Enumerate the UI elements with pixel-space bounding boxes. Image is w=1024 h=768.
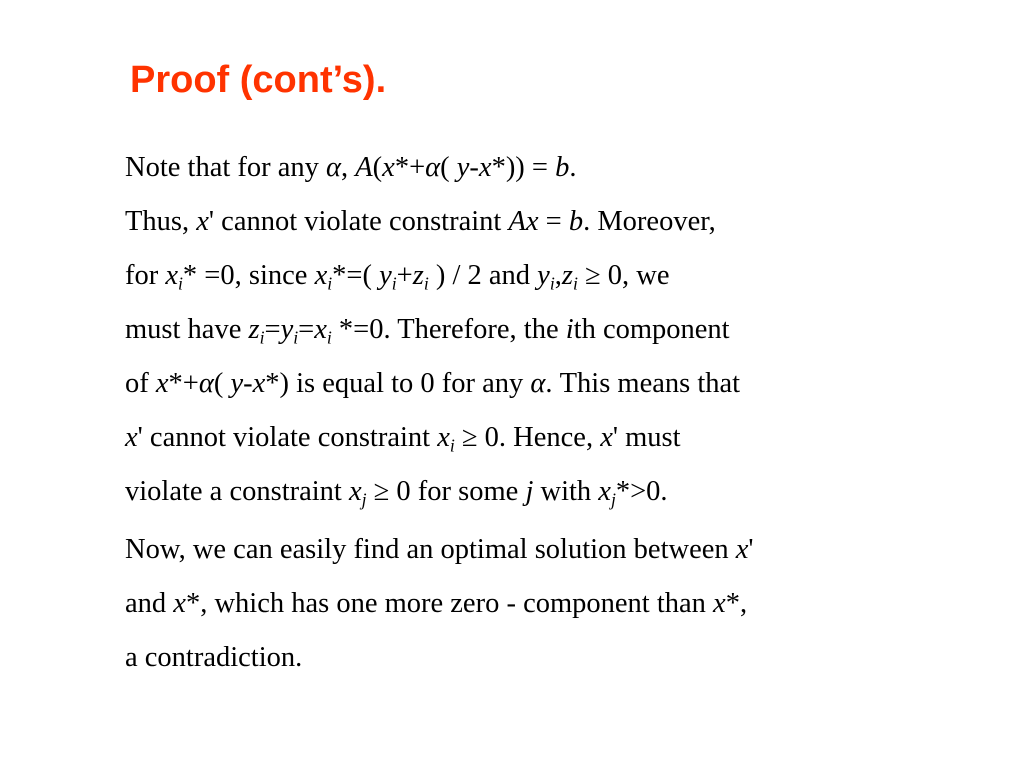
math-symbol: Ax bbox=[508, 206, 539, 237]
text-segment: *=( bbox=[332, 260, 380, 291]
text-segment: - bbox=[469, 152, 479, 183]
math-symbol: j bbox=[525, 476, 534, 507]
math-symbol: x bbox=[600, 422, 613, 453]
math-subscript: i bbox=[549, 273, 555, 294]
math-subscript: j bbox=[610, 489, 616, 510]
math-subscript: i bbox=[293, 327, 299, 348]
math-symbol: b bbox=[568, 206, 584, 237]
proof-line bbox=[125, 370, 740, 399]
slide-title: Proof (cont’s). bbox=[130, 59, 387, 101]
math-symbol: x bbox=[173, 588, 186, 619]
math-subscript: i bbox=[572, 273, 578, 294]
text-segment: with bbox=[533, 476, 599, 507]
text-segment: ' bbox=[748, 534, 754, 565]
text-segment: *+ bbox=[394, 152, 426, 183]
math-symbol: y bbox=[280, 314, 294, 345]
text-segment: , bbox=[554, 260, 562, 291]
text-segment: *, which has one more zero - component than bbox=[185, 588, 714, 619]
text-segment: Note that for any bbox=[125, 152, 327, 183]
math-symbol: x bbox=[382, 152, 395, 183]
math-subscript: i bbox=[391, 273, 397, 294]
text-segment: violate a constraint bbox=[125, 476, 349, 507]
text-segment: must have bbox=[125, 314, 249, 345]
text-segment: + bbox=[396, 260, 413, 291]
math-symbol: z bbox=[248, 314, 260, 345]
math-symbol: x bbox=[348, 476, 362, 507]
math-symbol: y bbox=[230, 368, 244, 399]
math-subscript: i bbox=[259, 327, 265, 348]
math-symbol: x bbox=[437, 422, 450, 453]
text-segment: of bbox=[125, 368, 156, 399]
math-symbol: y bbox=[537, 260, 550, 291]
math-symbol: x bbox=[155, 368, 169, 399]
text-segment: . bbox=[569, 152, 577, 183]
math-symbol: y bbox=[379, 260, 392, 291]
text-segment: ( bbox=[372, 152, 383, 183]
proof-line bbox=[125, 260, 670, 294]
proof-line bbox=[125, 536, 754, 565]
text-segment: ≥ 0, we bbox=[577, 260, 670, 291]
math-symbol: x bbox=[314, 314, 327, 345]
text-segment: ) / 2 and bbox=[428, 260, 538, 291]
text-segment: *) is equal to 0 for any bbox=[265, 368, 531, 399]
text-segment: ' cannot violate constraint bbox=[137, 422, 438, 453]
text-segment: . Moreover, bbox=[583, 206, 716, 237]
math-symbol: x bbox=[713, 588, 726, 619]
math-subscript: i bbox=[178, 273, 183, 294]
proof-line bbox=[125, 644, 302, 673]
math-symbol: x bbox=[478, 152, 492, 183]
text-segment: and bbox=[125, 588, 174, 619]
text-segment: Thus, bbox=[125, 206, 197, 237]
text-segment: ≥ 0. Hence, bbox=[454, 422, 601, 453]
text-segment: ( bbox=[213, 368, 231, 399]
text-segment: *+ bbox=[168, 368, 199, 399]
text-segment: - bbox=[243, 368, 253, 399]
math-subscript: i bbox=[326, 327, 332, 348]
math-symbol: x bbox=[598, 476, 611, 507]
text-segment: ≥ 0 for some bbox=[366, 476, 526, 507]
proof-line bbox=[125, 590, 747, 619]
text-segment: = bbox=[538, 206, 569, 237]
text-segment: * =0, since bbox=[182, 260, 315, 291]
math-symbol: x bbox=[196, 206, 209, 237]
text-segment: *=0. Therefore, the bbox=[331, 314, 566, 345]
math-subscript: i bbox=[449, 435, 455, 456]
math-symbol: A bbox=[355, 152, 373, 183]
text-segment: *, bbox=[725, 588, 748, 619]
math-symbol: α bbox=[326, 152, 341, 183]
math-symbol: α bbox=[198, 368, 214, 399]
text-segment: *)) = bbox=[491, 152, 556, 183]
text-segment: . This means that bbox=[545, 368, 741, 399]
math-symbol: x bbox=[735, 534, 749, 565]
text-segment: ( bbox=[440, 152, 457, 183]
math-symbol: x bbox=[314, 260, 328, 291]
text-segment: ' cannot violate constraint bbox=[208, 206, 509, 237]
math-symbol: α bbox=[425, 152, 441, 183]
math-subscript: j bbox=[361, 489, 367, 510]
math-symbol: i bbox=[565, 314, 574, 345]
text-segment: for bbox=[125, 260, 166, 291]
math-symbol: x bbox=[125, 422, 138, 453]
math-symbol: x bbox=[252, 368, 266, 399]
proof-line bbox=[125, 154, 577, 183]
text-segment: *>0. bbox=[615, 476, 668, 507]
text-segment: Now, we can easily find an optimal solution between bbox=[125, 534, 736, 565]
math-symbol: z bbox=[561, 260, 573, 291]
text-segment: = bbox=[298, 314, 315, 345]
text-segment: , bbox=[341, 152, 356, 183]
math-subscript: i bbox=[423, 273, 429, 294]
proof-line bbox=[125, 476, 668, 510]
text-segment: a contradiction. bbox=[125, 642, 303, 673]
math-symbol: α bbox=[530, 368, 546, 399]
math-symbol: z bbox=[412, 260, 424, 291]
proof-line bbox=[125, 208, 716, 237]
text-segment: ' must bbox=[612, 422, 681, 453]
proof-line bbox=[125, 422, 681, 456]
math-symbol: x bbox=[165, 260, 179, 291]
proof-line bbox=[125, 314, 730, 348]
math-subscript: i bbox=[327, 273, 333, 294]
text-segment: th component bbox=[573, 314, 730, 345]
math-symbol: b bbox=[555, 152, 570, 183]
math-symbol: y bbox=[456, 152, 470, 183]
text-segment: = bbox=[264, 314, 281, 345]
